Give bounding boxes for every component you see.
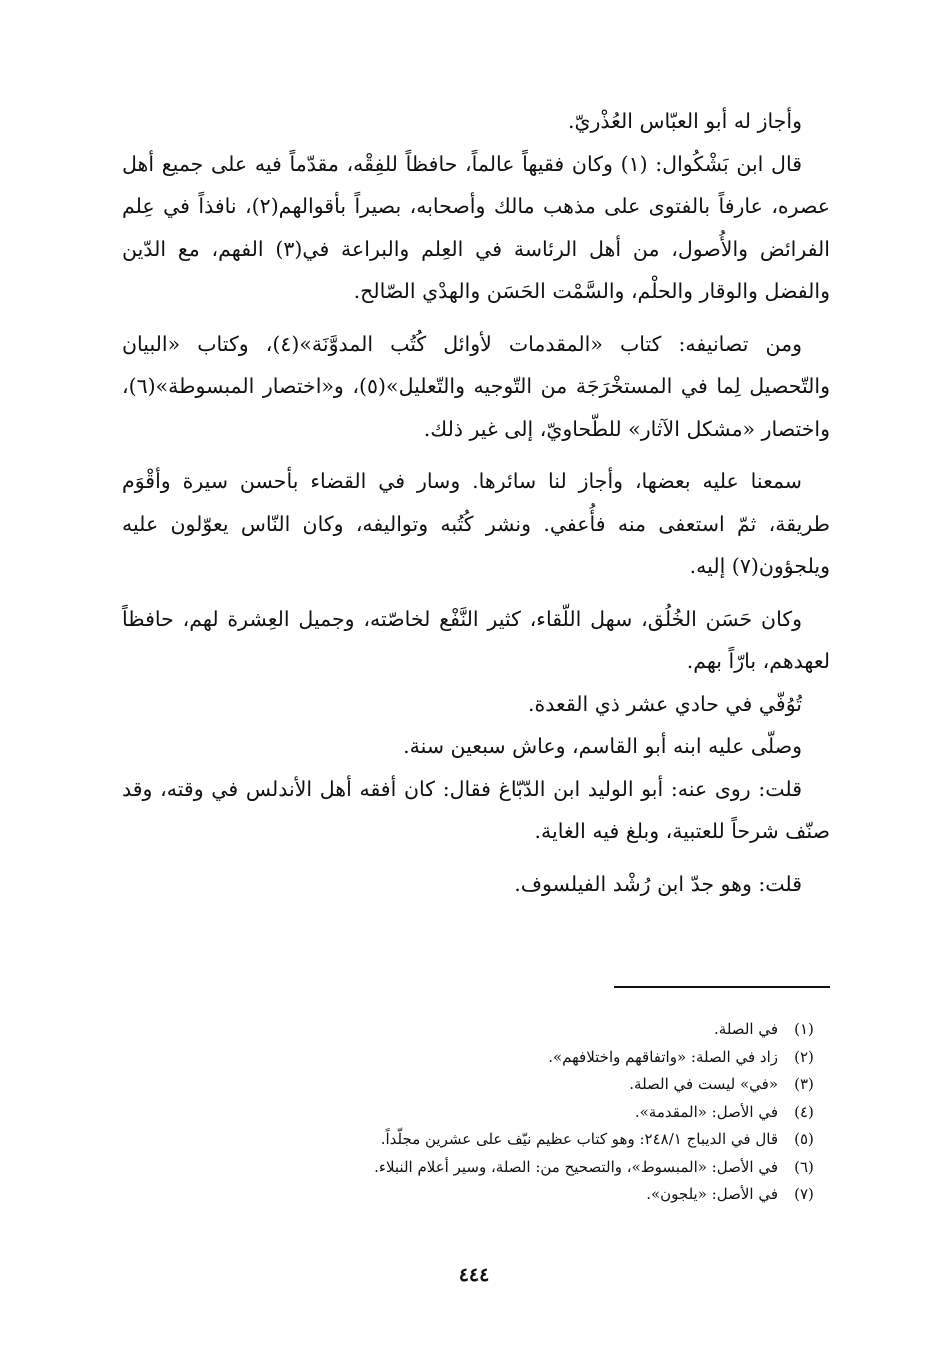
- footnote: [122, 1016, 830, 1044]
- footnote-number: (٥): [794, 1130, 814, 1148]
- footnote: [122, 1044, 830, 1072]
- paragraph-note-ibn-rushd: قلت: وهو جدّ ابن رُشْد الفيلسوف.: [514, 871, 802, 896]
- page-number: ٤٤٤: [458, 1264, 490, 1286]
- footnote-text: في الأصل: «يلجون».: [646, 1185, 778, 1203]
- footnote-text: زاد في الصلة: «واتفاقهم واختلافهم».: [548, 1047, 778, 1066]
- footnote-number: (٢): [794, 1047, 814, 1066]
- footnote: [122, 1181, 830, 1209]
- footnote: [122, 1099, 830, 1127]
- footnote: [122, 1071, 830, 1099]
- paragraph-works: ومن تصانيفه: كتاب «المقدمات لأوائل كُتُب المدوَّنَة»(٤)، وكتاب «البيان والتّحصيل لِما في المستخْرَجَة من التّوجيه والتّعليل»(٥)، و«اختصار المبسوطة»(٦)، واختصار «مشكل الآثار» للطّحاويّ، إلى غير ذلك.: [122, 331, 830, 441]
- footnote-text: قال في الديباج ٢٤٨/١: وهو كتاب عظيم نيّف على عشرين مجلّداً.: [380, 1130, 778, 1148]
- footnote-text: في الأصل: «المبسوط»، والتصحيح من: الصلة، وسير أعلام النبلاء.: [374, 1157, 778, 1176]
- footnote: [122, 1154, 830, 1182]
- footnote-text: في الصلة.: [714, 1020, 778, 1038]
- footnote-text: في الأصل: «المقدمة».: [634, 1102, 778, 1121]
- footnote-separator: [614, 986, 830, 988]
- footnote-number: (٦): [794, 1157, 814, 1176]
- footnote-number: (٧): [794, 1185, 814, 1203]
- paragraph-death: تُوُفّي في حادي عشر ذي القعدة.: [528, 691, 802, 716]
- footnote-number: (٤): [794, 1102, 814, 1121]
- main-text: [122, 100, 830, 905]
- footnote-number: (١): [794, 1020, 814, 1038]
- footnotes-list: [122, 1016, 830, 1209]
- paragraph-judgeship: سمعنا عليه بعضها، وأجاز لنا سائرها. وسار في القضاء بأحسن سيرة وأقْوَم طريقة، ثمّ استعفى منه فأُعفي. ونشر كُتُبه وتواليفه، وكان النّاس يعوّلون عليه ويلجؤون(٧) إليه.: [122, 469, 830, 578]
- paragraph-note-ibn-dabbagh: قلت: روى عنه: أبو الوليد ابن الدّبّاغ فقال: كان أفقه أهل الأندلس في وقته، وقد صنّف شرحاً للعتبية، وبلغ فيه الغاية.: [122, 776, 830, 843]
- footnote-number: (٣): [794, 1075, 814, 1093]
- paragraph-ijaza: وأجاز له أبو العبّاس العُذْريّ.: [567, 109, 802, 133]
- footnote: [122, 1126, 830, 1154]
- paragraph-ibn-bashkuwal-quote: قال ابن بَشْكُوال: (١) وكان فقيهاً عالماً، حافظاً للفِقْه، مقدّماً فيه على جميع أهل عصره، عارفاً بالفتوى على مذهب مالك وأصحابه، بصيراً بأقوالهم(٢)، نافذاً في عِلم الفرائض والأُصول، من أهل الرئاسة في العِلم والبراعة في(٣) الفهم، مع الدّين والفضل والوقار والحلْم، والسَّمْت الحَسَن والهدْي الصّالح.: [122, 151, 830, 303]
- footnote-text: «في» ليست في الصلة.: [629, 1075, 778, 1093]
- paragraph-funeral: وصلّى عليه ابنه أبو القاسم، وعاش سبعين سنة.: [403, 734, 802, 758]
- paragraph-character: وكان حَسَن الخُلُق، سهل اللّقاء، كثير النَّفْع لخاصّته، وجميل العِشرة لهم، حافظاً لعهدهم، بارّاً بهم.: [122, 606, 830, 673]
